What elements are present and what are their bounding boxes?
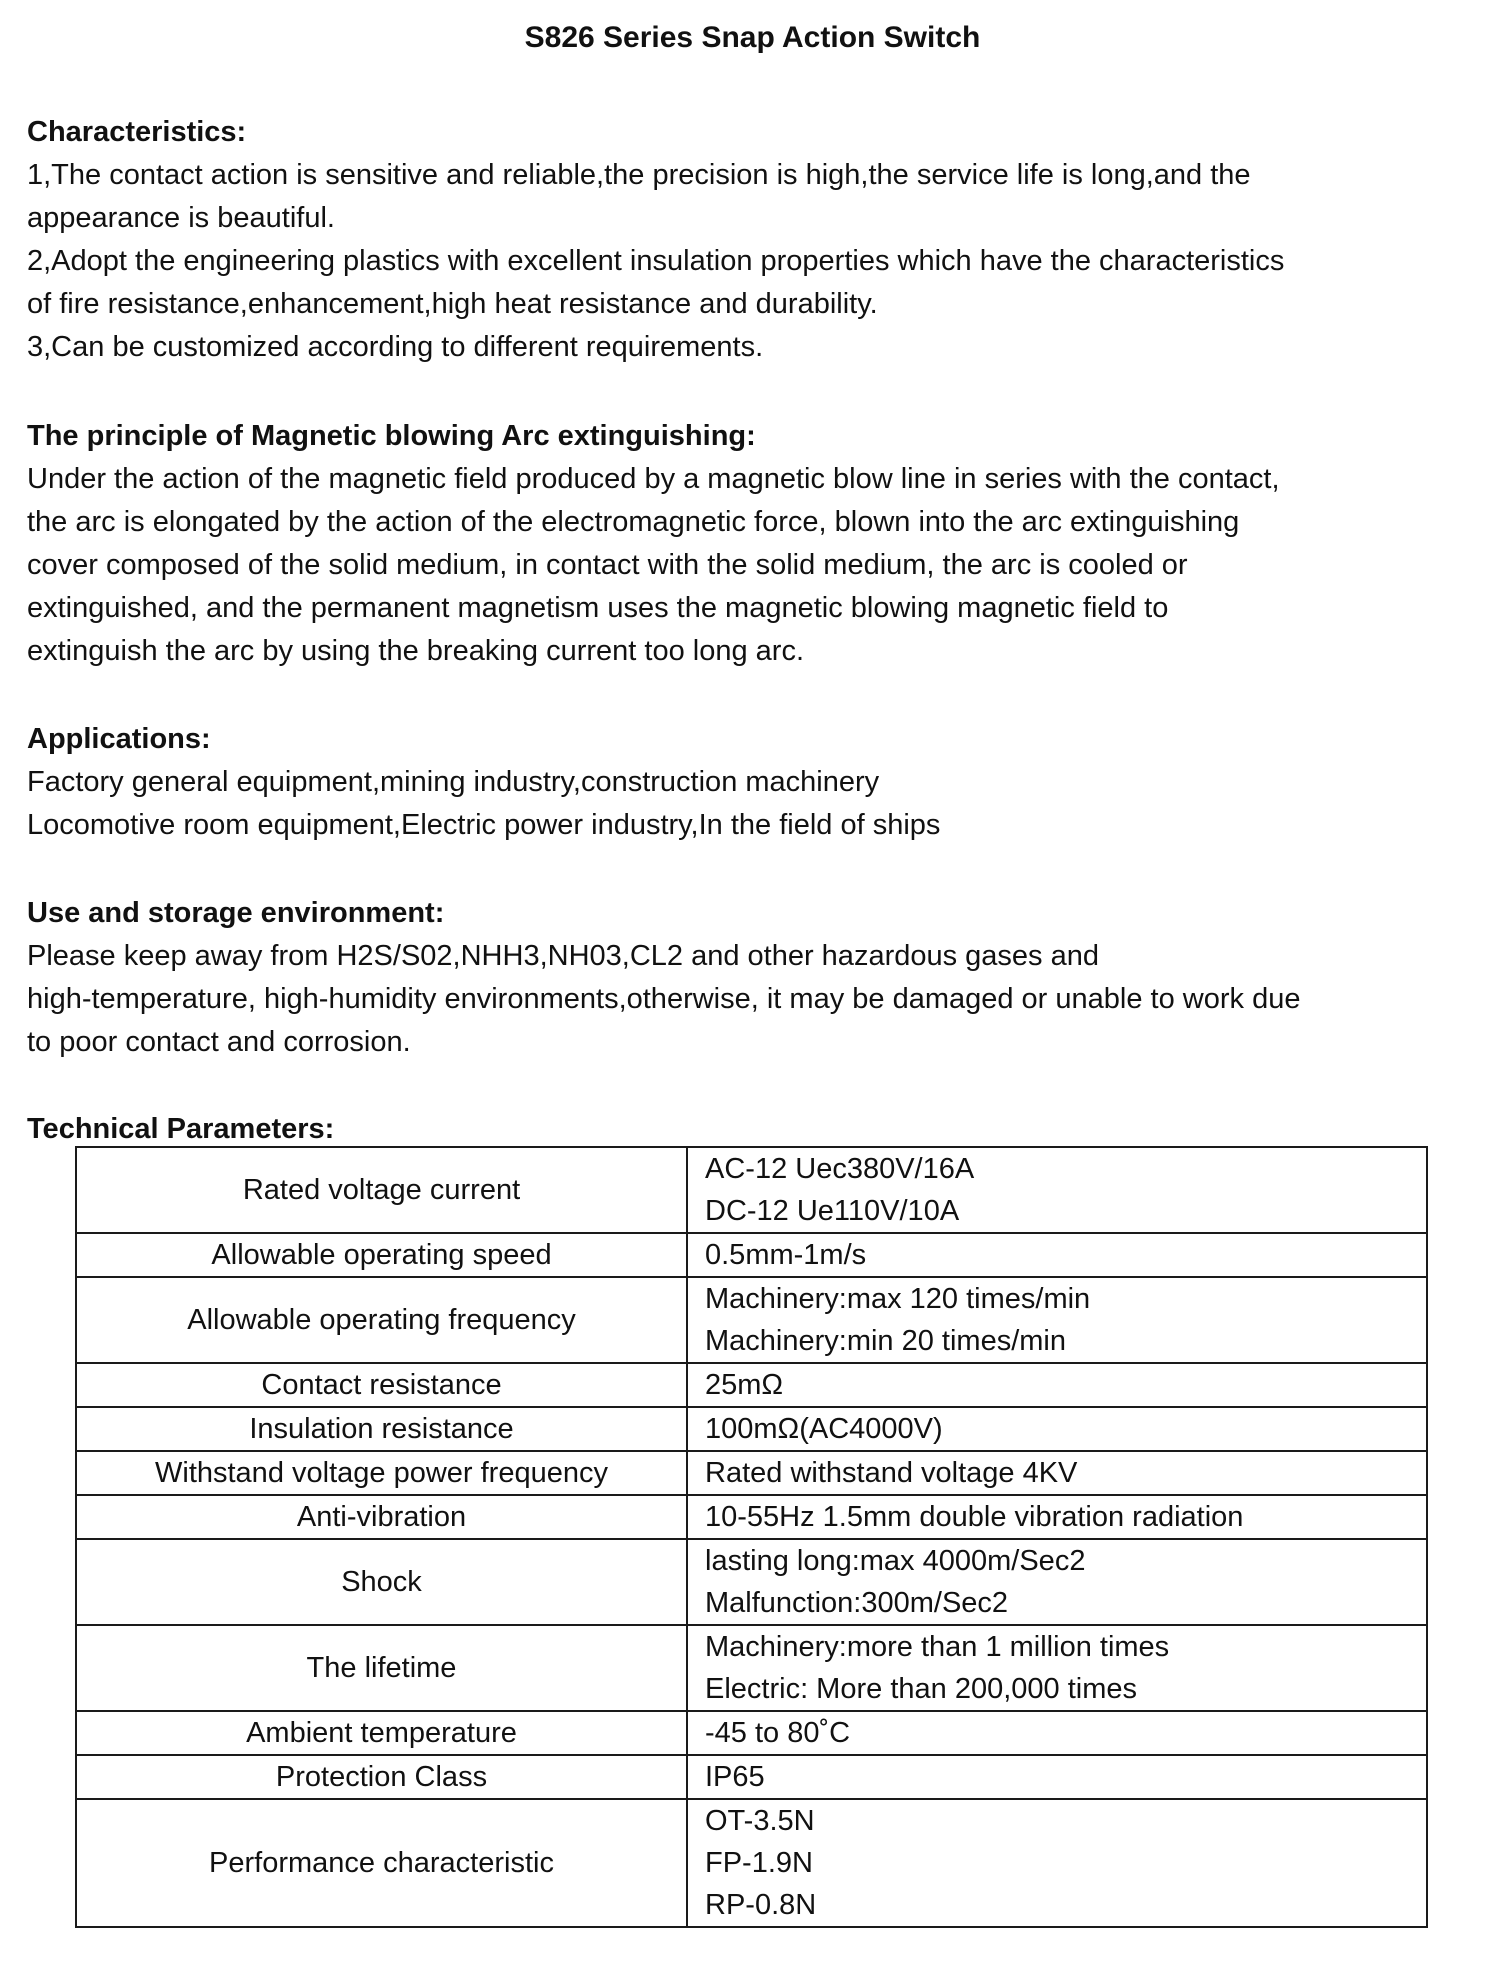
table-row: [76, 1451, 1427, 1495]
value-line: RP-0.8N: [705, 1889, 817, 1921]
value-line: Machinery:min 20 times/min: [705, 1325, 1066, 1357]
principle-line: Under the action of the magnetic field produced by a magnetic blow line in series with the contact,: [27, 463, 1280, 495]
parameter-name: Insulation resistance: [76, 1407, 687, 1451]
value-line: Machinery:max 120 times/min: [705, 1283, 1091, 1315]
table-row: [76, 1277, 1427, 1363]
parameter-name: Rated voltage current: [76, 1147, 687, 1233]
value-line: IP65: [705, 1761, 765, 1793]
principle-line: cover composed of the solid medium, in contact with the solid medium, the arc is cooled or: [27, 549, 1188, 581]
parameter-value: [687, 1495, 1427, 1539]
applications-line: Locomotive room equipment,Electric power industry,In the field of ships: [27, 809, 941, 841]
parameter-value: [687, 1407, 1427, 1451]
applications-section: [27, 718, 1477, 847]
applications-heading: Applications:: [27, 723, 211, 755]
parameter-name: Contact resistance: [76, 1363, 687, 1407]
table-row: [76, 1147, 1427, 1233]
parameter-value: [687, 1711, 1427, 1755]
value-line: 10-55Hz 1.5mm double vibration radiation: [705, 1501, 1244, 1533]
value-line: OT-3.5N: [705, 1805, 815, 1837]
parameter-name: Allowable operating frequency: [76, 1277, 687, 1363]
table-row: [76, 1539, 1427, 1625]
parameter-value: [687, 1539, 1427, 1625]
principle-line: extinguished, and the permanent magnetism uses the magnetic blowing magnetic field to: [27, 592, 1169, 624]
table-row: [76, 1711, 1427, 1755]
table-row: [76, 1233, 1427, 1277]
value-line: Machinery:more than 1 million times: [705, 1631, 1170, 1663]
table-row: [76, 1407, 1427, 1451]
value-line: DC-12 Ue110V/10A: [705, 1195, 960, 1227]
principle-line: the arc is elongated by the action of the electromagnetic force, blown into the arc extinguishing: [27, 506, 1240, 538]
parameter-name: Performance characteristic: [76, 1799, 687, 1927]
technical-heading: Technical Parameters:: [27, 1113, 335, 1145]
parameter-name: Withstand voltage power frequency: [76, 1451, 687, 1495]
value-line: FP-1.9N: [705, 1847, 813, 1879]
document-title: S826 Series Snap Action Switch: [524, 21, 981, 54]
value-line: 100mΩ(AC4000V): [705, 1413, 943, 1445]
environment-section: [27, 892, 1477, 1064]
parameter-value: [687, 1277, 1427, 1363]
characteristics-heading: Characteristics:: [27, 116, 247, 148]
parameter-name: Protection Class: [76, 1755, 687, 1799]
value-line: 0.5mm-1m/s: [705, 1239, 867, 1271]
characteristics-line: of fire resistance,enhancement,high heat resistance and durability.: [27, 288, 878, 320]
parameter-name: The lifetime: [76, 1625, 687, 1711]
parameter-value: [687, 1799, 1427, 1927]
characteristics-line: 2,Adopt the engineering plastics with excellent insulation properties which have the characteristics: [27, 245, 1285, 277]
table-row: [76, 1495, 1427, 1539]
parameter-value: [687, 1625, 1427, 1711]
applications-line: Factory general equipment,mining industry,construction machinery: [27, 766, 880, 798]
parameter-value: [687, 1755, 1427, 1799]
value-line: AC-12 Uec380V/16A: [705, 1153, 975, 1185]
technical-section: [27, 1108, 1477, 1151]
environment-line: to poor contact and corrosion.: [27, 1026, 411, 1058]
parameter-value: [687, 1451, 1427, 1495]
table-row: [76, 1363, 1427, 1407]
environment-heading: Use and storage environment:: [27, 897, 445, 929]
characteristics-line: 1,The contact action is sensitive and reliable,the precision is high,the service life is long,and the: [27, 159, 1251, 191]
value-line: -45 to 80˚C: [705, 1717, 851, 1749]
parameter-name: Anti-vibration: [76, 1495, 687, 1539]
table-row: [76, 1625, 1427, 1711]
value-line: Rated withstand voltage 4KV: [705, 1457, 1078, 1489]
table-row: [76, 1755, 1427, 1799]
characteristics-section: [27, 111, 1477, 369]
parameter-value: [687, 1363, 1427, 1407]
value-line: 25mΩ: [705, 1369, 784, 1401]
table-row: [76, 1799, 1427, 1927]
value-line: Electric: More than 200,000 times: [705, 1673, 1137, 1705]
environment-line: Please keep away from H2S/S02,NHH3,NH03,CL2 and other hazardous gases and: [27, 940, 1099, 972]
technical-parameters-table: [75, 1146, 1428, 1928]
environment-line: high-temperature, high-humidity environments,otherwise, it may be damaged or unable to work due: [27, 983, 1301, 1015]
parameter-name: Shock: [76, 1539, 687, 1625]
parameter-value: [687, 1233, 1427, 1277]
parameter-name: Allowable operating speed: [76, 1233, 687, 1277]
principle-line: extinguish the arc by using the breaking current too long arc.: [27, 635, 805, 667]
characteristics-line: appearance is beautiful.: [27, 202, 335, 234]
parameter-value: [687, 1147, 1427, 1233]
value-line: lasting long:max 4000m/Sec2: [705, 1545, 1086, 1577]
principle-section: [27, 415, 1477, 673]
characteristics-line: 3,Can be customized according to different requirements.: [27, 331, 764, 363]
parameter-name: Ambient temperature: [76, 1711, 687, 1755]
principle-heading: The principle of Magnetic blowing Arc extinguishing:: [27, 420, 756, 452]
value-line: Malfunction:300m/Sec2: [705, 1587, 1009, 1619]
